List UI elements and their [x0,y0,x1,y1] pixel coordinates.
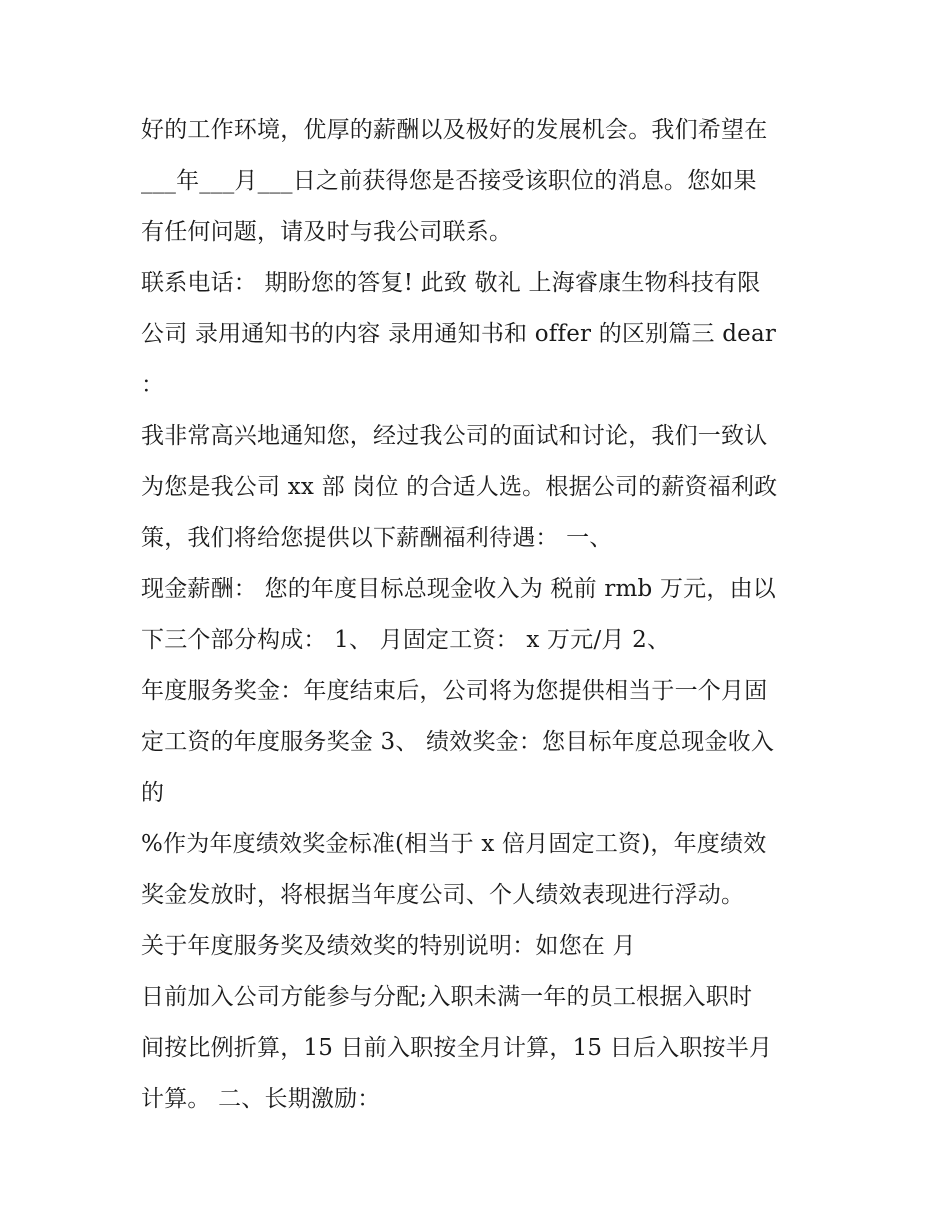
text-line: 定工资的年度服务奖金 3、 绩效奖金：您目标年度总现金收入 [141,729,775,755]
text-line: 年度服务奖金：年度结束后，公司将为您提供相当于一个月固 [141,678,768,704]
text-line: 奖金发放时，将根据当年度公司、个人绩效表现进行浮动。 [141,882,745,908]
text-line: 间按比例折算，15 日前入职按全月计算，15 日后入职按半月 [141,1035,773,1061]
document-body [141,107,821,1127]
text-line: 有任何问题，请及时与我公司联系。 [141,219,513,245]
text-line: 的 [141,780,165,806]
text-line: %作为年度绩效奖金标准(相当于 x 倍月固定工资)，年度绩效 [141,831,767,857]
text-line: 联系电话： 期盼您的答复! 此致 敬礼 上海睿康生物科技有限 [141,270,761,296]
text-line: 日前加入公司方能参与分配;入职未满一年的员工根据入职时 [141,984,753,1010]
text-line: 现金薪酬： 您的年度目标总现金收入为 税前 rmb 万元，由以 [141,576,776,602]
text-line: 策，我们将给您提供以下薪酬福利待遇： 一、 [141,525,613,551]
text-line: 关于年度服务奖及绩效奖的特别说明：如您在 月 [141,933,636,959]
text-line: 计算。 二、长期激励： [141,1086,381,1112]
text-line: 我非常高兴地通知您，经过我公司的面试和讨论，我们一致认 [141,423,768,449]
text-line: 公司 录用通知书的内容 录用通知书和 offer 的区别篇三 dear [141,321,777,347]
text-line: 下三个部分构成： 1、 月固定工资： x 万元/月 2、 [141,627,671,653]
text-line: ： [141,372,165,398]
text-line: 为您是我公司 xx 部 岗位 的合适人选。根据公司的薪资福利政 [141,474,778,500]
text-line: 好的工作环境，优厚的薪酬以及极好的发展机会。我们希望在 [141,117,768,143]
text-line: ___年___月___日之前获得您是否接受该职位的消息。您如果 [141,168,757,194]
